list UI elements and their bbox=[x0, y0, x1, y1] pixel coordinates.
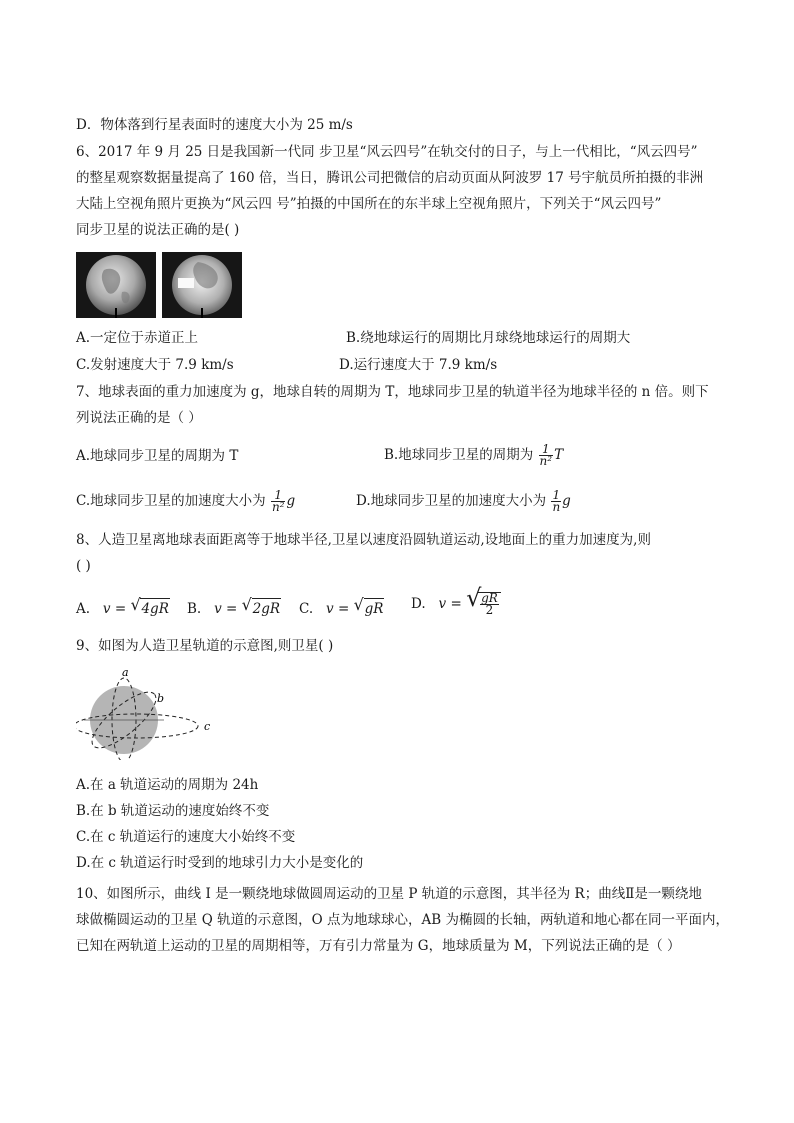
q7-stem-line-1: 7、地球表面的重力加速度为 g，地球自转的周期为 T，地球同步卫星的轨道半径为地球半径的 n 倍。则下 bbox=[76, 384, 709, 400]
q6-stem-line-2: 的整星观察数据量提高了 160 倍，当日，腾讯公司把微信的启动页面从阿波罗 17 号宇航员所拍摄的非洲 bbox=[76, 170, 704, 186]
q10-stem-line-1: 10、如图所示，曲线 I 是一颗绕地球做圆周运动的卫星 P 轨道的示意图，其半径为 R；曲线Ⅱ是一颗绕地 bbox=[76, 886, 702, 902]
q6-stem-line-3: 大陆上空视角照片更换为“风云四 号”拍摄的中国所在的东半球上空视角照片，下列关于“风云四号” bbox=[76, 196, 662, 212]
q6-option-a: A.一定位于赤道正上 bbox=[76, 330, 199, 346]
q8-option-a: A. bbox=[76, 601, 91, 617]
q8-stem-line-1: 8、人造卫星离地球表面距离等于地球半径,卫星以速度沿圆轨道运动,设地面上的重力加速度为,则 bbox=[76, 532, 651, 548]
orbit-c-label: c bbox=[204, 720, 211, 733]
fraction-1-over-n-squared: $\frac{1}{\text{n²}}$ bbox=[271, 488, 285, 514]
q9-option-b: B.在 b 轨道运动的速度始终不变 bbox=[76, 803, 270, 819]
q9-stem-line-1: 9、如图为人造卫星轨道的示意图,则卫星( ) bbox=[76, 638, 334, 654]
satellite-orbit-diagram bbox=[76, 664, 236, 760]
sqrt-4gR: √ 4gR bbox=[130, 595, 169, 617]
q8-option-b-row: B. v = √ 2gR bbox=[187, 595, 281, 617]
q9-option-a: A.在 a 轨道运动的周期为 24h bbox=[76, 777, 259, 793]
q6-option-d: D.运行速度大于 7.9 km/s bbox=[339, 357, 498, 373]
q6-option-c: C.发射速度大于 7.9 km/s bbox=[76, 357, 234, 373]
q8-option-c-row: C. v = √ gR bbox=[299, 595, 384, 617]
earth-photo-africa bbox=[76, 252, 156, 318]
earth-photo-asia bbox=[162, 252, 242, 318]
q7-option-c-row: C.地球同步卫星的加速度大小为 $\frac{1}{\text{n²}}$ g bbox=[76, 488, 296, 514]
q8-option-c: C. bbox=[299, 601, 314, 617]
fraction-1-over-n-squared: $\frac{1}{\text{n²}}$ bbox=[539, 442, 553, 468]
q8-option-d: D. bbox=[411, 596, 426, 612]
q8-option-a-row: A. v = √ 4gR bbox=[76, 595, 169, 617]
orbit-b-label: b bbox=[157, 692, 165, 705]
q8-option-b: B. bbox=[187, 601, 202, 617]
q6-stem-line-1: 6、2017 年 9 月 25 日是我国新一代同 步卫星“风云四号”在轨交付的日子，与上一代相比，“风云四号” bbox=[76, 144, 698, 160]
q6-stem-line-4: 同步卫星的说法正确的是( ) bbox=[76, 222, 240, 238]
q8-option-d-row: D. v = √ $\frac{gR}{2}$ bbox=[411, 592, 501, 616]
q7-option-b: B.地球同步卫星的周期为 bbox=[384, 447, 534, 463]
q8-stem-line-2: ( ) bbox=[76, 558, 91, 574]
q7-stem-line-2: 列说法正确的是（ ） bbox=[76, 410, 202, 426]
orbit-a-label: a bbox=[122, 666, 129, 679]
sqrt-2gR: √ 2gR bbox=[241, 595, 281, 617]
fraction-1-over-n: $\frac{1}{n}$ bbox=[552, 488, 561, 514]
q10-stem-line-2: 球做椭圆运动的卫星 Q 轨道的示意图，O 点为地球球心，AB 为椭圆的长轴，两轨道和地心都在同一平面内， bbox=[76, 912, 729, 928]
q7-option-a: A.地球同步卫星的周期为 T bbox=[76, 448, 239, 464]
q5-option-d: D．物体落到行星表面时的速度大小为 25 m/s bbox=[76, 117, 353, 133]
sqrt-gR: √ gR bbox=[353, 595, 384, 617]
q9-option-c: C.在 c 轨道运行的速度大小始终不变 bbox=[76, 829, 296, 845]
q7-option-d: D.地球同步卫星的加速度大小为 bbox=[356, 493, 547, 509]
q7-option-b-row: B.地球同步卫星的周期为 $\frac{1}{\text{n²}}$ T bbox=[384, 442, 564, 468]
q7-option-c: C.地球同步卫星的加速度大小为 bbox=[76, 493, 266, 509]
q10-stem-line-3: 已知在两轨道上运动的卫星的周期相等，万有引力常量为 G，地球质量为 M，下列说法正确的是（ ） bbox=[76, 938, 681, 954]
sqrt-gR-over-2: √ $\frac{gR}{2}$ bbox=[466, 592, 501, 616]
q7-option-d-row: D.地球同步卫星的加速度大小为 $\frac{1}{n}$ g bbox=[356, 488, 571, 514]
q6-option-b: B.绕地球运行的周期比月球绕地球运行的周期大 bbox=[346, 330, 631, 346]
q9-option-d: D.在 c 轨道运行时受到的地球引力大小是变化的 bbox=[76, 855, 364, 871]
